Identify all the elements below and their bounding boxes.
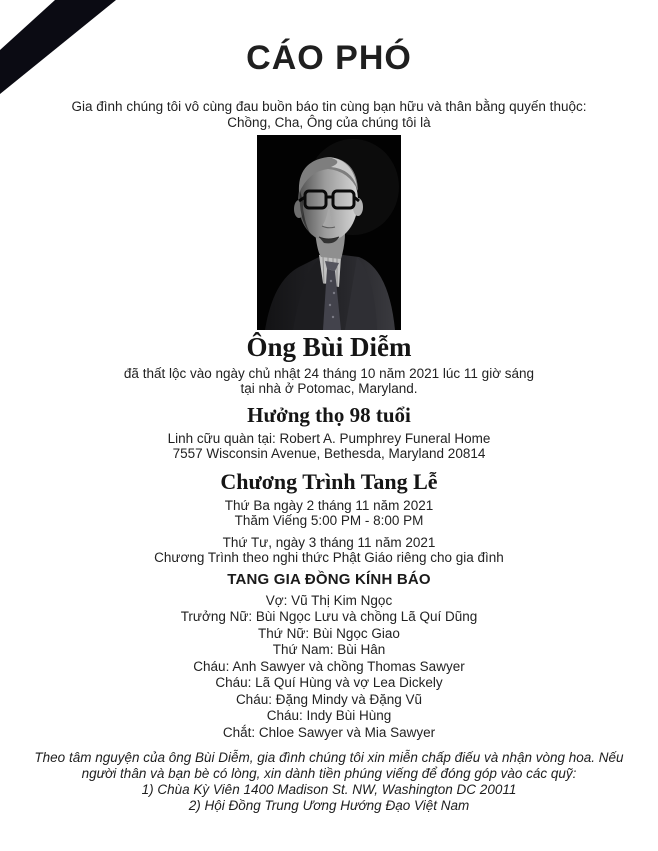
funeral-home-line-1: Linh cữu quàn tại: Robert A. Pumphrey Funeral Home	[167, 430, 491, 446]
family-member-great-grandchild: Chắt: Chloe Sawyer và Mia Sawyer	[222, 724, 436, 740]
family-member-wife: Vợ: Vũ Thị Kim Ngọc	[265, 592, 393, 608]
schedule-2-date: Thứ Tư, ngày 3 tháng 11 năm 2021	[222, 534, 436, 550]
note-line-3: 1) Chùa Kỳ Viên 1400 Madison St. NW, Washington DC 20011	[141, 782, 517, 798]
note-line-4: 2) Hội Đồng Trung Ương Hướng Đạo Việt Nam	[188, 798, 470, 814]
deceased-name: Ông Bùi Diễm	[246, 331, 412, 362]
family-list	[0, 593, 658, 742]
note-line-2: người thân và bạn bè có lòng, xin dành tiền phúng viếng để đóng góp vào các quỹ:	[81, 766, 577, 782]
page-title: CÁO PHÓ	[246, 39, 412, 77]
death-line-2: tại nhà ở Potomac, Maryland.	[240, 381, 418, 397]
intro-line-2: Chồng, Cha, Ông của chúng tôi là	[227, 114, 431, 130]
program-heading: Chương Trình Tang Lễ	[220, 468, 438, 494]
family-member-second-daughter: Thứ Nữ: Bùi Ngọc Giao	[258, 625, 400, 641]
family-member-grandchild-3: Cháu: Đặng Mindy và Đặng Vũ	[235, 691, 423, 707]
intro-paragraph	[0, 99, 658, 131]
schedule-2-detail: Chương Trình theo nghi thức Phật Giáo riêng cho gia đình	[154, 550, 504, 566]
family-member-second-son: Thứ Nam: Bùi Hân	[272, 642, 386, 658]
family-member-grandchild-2: Cháu: Lã Quí Hùng và vợ Lea Dickely	[215, 675, 443, 691]
family-member-grandchild-4: Cháu: Indy Bùi Hùng	[266, 708, 392, 724]
intro-line-1: Gia đình chúng tôi vô cùng đau buồn báo tin cùng bạn hữu và thân bằng quyến thuộc:	[71, 98, 587, 114]
note-line-1: Theo tâm nguyện của ông Bùi Diễm, gia đình chúng tôi xin miễn chấp điếu và nhận vòng hoa. Nếu	[34, 750, 624, 766]
schedule-1-detail: Thăm Viếng 5:00 PM - 8:00 PM	[234, 513, 424, 529]
deceased-portrait-photo	[257, 135, 401, 330]
schedule-day-1	[0, 498, 658, 529]
family-member-grandchild-1: Cháu: Anh Sawyer và chồng Thomas Sawyer	[193, 658, 465, 674]
death-announcement	[0, 366, 658, 397]
schedule-day-2	[0, 535, 658, 566]
family-member-eldest-daughter: Trưởng Nữ: Bùi Ngọc Lưu và chồng Lã Quí Dũng	[180, 609, 478, 625]
schedule-1-date: Thứ Ba ngày 2 tháng 11 năm 2021	[224, 497, 434, 513]
portrait-illustration	[257, 135, 401, 330]
death-line-1: đã thất lộc vào ngày chủ nhật 24 tháng 10 năm 2021 lúc 11 giờ sáng	[123, 365, 535, 381]
family-announcement-heading: TANG GIA ĐỒNG KÍNH BÁO	[227, 570, 431, 588]
funeral-home-line-2: 7557 Wisconsin Avenue, Bethesda, Maryland 20814	[172, 446, 486, 462]
funeral-home-info	[0, 431, 658, 462]
age-heading: Hưởng thọ 98 tuổi	[247, 402, 411, 427]
donation-note	[0, 750, 658, 814]
